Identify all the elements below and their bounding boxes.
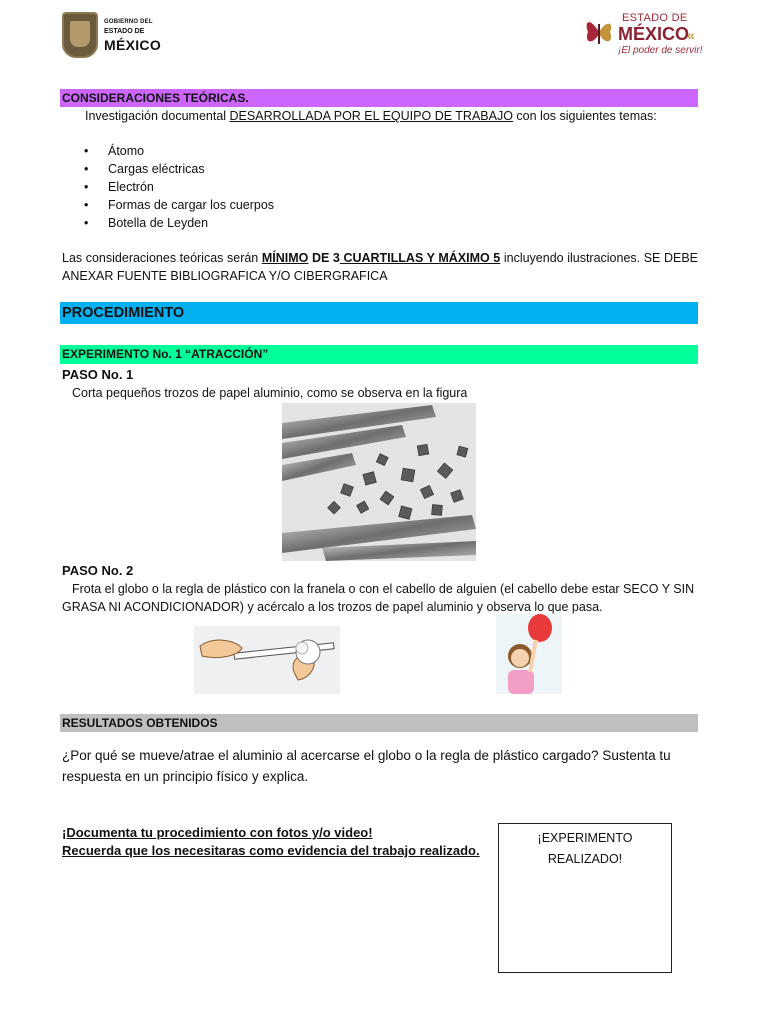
experiment-done-box — [498, 823, 672, 973]
note-de: DE 3 — [308, 251, 340, 265]
experiment-title: EXPERIMENTO No. 1 “ATRACCIÓN” — [60, 345, 698, 364]
estado-mexico-logo — [584, 8, 708, 60]
intro-post: con los siguientes temas: — [512, 109, 657, 123]
logo-arrows: « — [687, 27, 695, 43]
intro-underlined: DESARROLLADA POR EL EQUIPO DE TRABAJO — [229, 109, 513, 123]
note-cuartillas: CUARTILLAS Y MÁXIMO 5 — [339, 251, 501, 265]
procedimiento-heading: PROCEDIMIENTO — [60, 302, 698, 324]
note-min: MÍNIMO — [261, 251, 309, 265]
intro-pre: Investigación documental — [85, 109, 230, 123]
butterfly-icon — [584, 14, 614, 50]
resultados-heading: RESULTADOS OBTENIDOS — [60, 714, 698, 732]
list-item: • Cargas eléctricas — [82, 160, 482, 178]
logo-line-2: ESTADO DE — [104, 28, 145, 35]
consideraciones-intro — [85, 107, 705, 125]
gobierno-logo — [62, 12, 162, 60]
resultados-question: ¿Por qué se mueve/atrae el aluminio al acercarse el globo o la regla de plástico cargado? Sustenta tu respuesta en un principio físico y explica. — [62, 748, 671, 784]
note-post: incluyendo ilustraciones. SE DEBE ANEXAR FUENTE BIBLIOGRAFICA Y/O CIBERGRAFICA — [62, 251, 699, 283]
box-text: ¡EXPERIMENTO REALIZADO! — [537, 831, 633, 866]
aluminum-foil-photo — [282, 403, 476, 561]
logo-line-3: MÉXICO — [104, 37, 162, 53]
logo-estado: ESTADO DE — [622, 12, 688, 24]
coat-of-arms-icon — [62, 12, 98, 58]
consideraciones-note — [62, 249, 698, 285]
logo-mexico: MÉXICO — [618, 24, 690, 44]
rubbing-ruler-illustration — [194, 626, 340, 694]
document-line-1: ¡Documenta tu procedimiento con fotos y/o video! — [62, 825, 373, 840]
step2-text: Frota el globo o la regla de plástico con la franela o con el cabello de alguien (el cabello debe estar SECO Y SIN GRASA NI ACONDICIONADOR) y acércalo a los trozos de papel aluminio y observa lo que pasa. — [62, 582, 695, 614]
document-line-2: Recuerda que los necesitaras como evidencia del trabajo realizado. — [62, 843, 480, 858]
list-item: • Átomo — [82, 142, 482, 160]
logo-slogan: ¡El poder de servir! — [618, 45, 703, 56]
step2-title: PASO No. 2 — [62, 563, 134, 578]
topics-list — [82, 142, 482, 232]
list-item: • Formas de cargar los cuerpos — [82, 196, 482, 214]
logo-line-1: GOBIERNO DEL — [104, 19, 153, 25]
note-pre: Las consideraciones teóricas serán — [62, 251, 262, 265]
list-item: • Electrón — [82, 178, 482, 196]
step1-title: PASO No. 1 — [62, 367, 134, 382]
step1-text: Corta pequeños trozos de papel aluminio, como se observa en la figura — [72, 386, 468, 400]
list-item: • Botella de Leyden — [82, 214, 482, 232]
girl-balloon-illustration — [496, 614, 562, 694]
consideraciones-heading: CONSIDERACIONES TEÓRICAS. — [60, 89, 698, 107]
